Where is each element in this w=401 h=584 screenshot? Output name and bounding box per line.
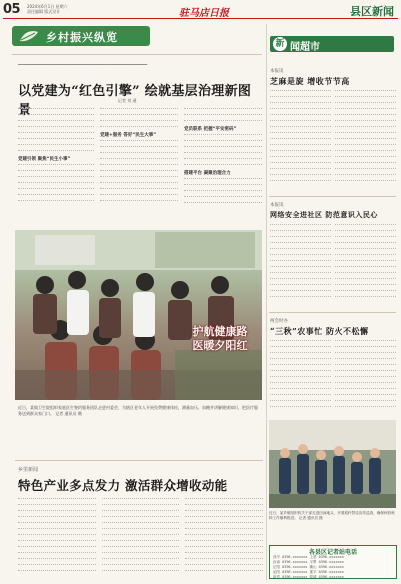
bottom-headline: 特色产业多点发力 激活群众增收动能 bbox=[18, 478, 228, 493]
leaf-icon bbox=[18, 29, 40, 43]
item1-kicker: 本报讯 bbox=[270, 69, 284, 74]
subheading: 党员联系 把握“平安密码” bbox=[184, 127, 237, 132]
item3-body bbox=[270, 340, 396, 416]
contact-line: 正阳 0396-xxxxxxx 确山 0396-xxxxxxx bbox=[273, 565, 344, 569]
crowd-illustration bbox=[15, 230, 262, 400]
subheading: 党建+服务 答好“民生大事” bbox=[100, 133, 157, 138]
section-title: 县区新闻 bbox=[350, 5, 394, 18]
page-number: 05 bbox=[3, 2, 21, 17]
photo-caption: 近日，某镇卫生院组织家庭医生签约服务团队走进村委会，为辖区老年人开展免费健康体检，测量血压、血糖并讲解健康知识，把医疗服务送到群众家门口。 记者 通讯员 摄 bbox=[18, 405, 258, 416]
right-photo-caption: 近日，某乡镇组织机关干部走进田间地头，开展秸秆禁烧宣传巡查，确保秋收秋种工作顺利推进。 记者 通讯员 摄 bbox=[269, 511, 395, 520]
banner-title: 闻超市 bbox=[290, 42, 320, 53]
item2-kicker: 本报讯 bbox=[270, 203, 284, 208]
subheading: 搭建平台 凝聚治理合力 bbox=[184, 171, 231, 176]
item1-headline: 芝麻是旋 增收节节高 bbox=[270, 76, 350, 86]
contact-line: 西平 0396-xxxxxxx 上蔡 0396-xxxxxxx bbox=[273, 555, 344, 559]
feature-byline: 记者 刘 通 bbox=[118, 98, 137, 103]
subheading: 党建引领 聚焦“民生小事” bbox=[18, 157, 71, 162]
right-photo bbox=[269, 420, 396, 508]
feature-banner bbox=[12, 26, 150, 46]
body-column-2 bbox=[100, 108, 178, 226]
page-header bbox=[3, 2, 398, 19]
contact-line: 新蔡 0396-xxxxxxx 驿城 0396-xxxxxxx bbox=[273, 575, 344, 579]
bottom-body bbox=[18, 498, 263, 578]
contact-box bbox=[269, 545, 397, 579]
body-column-1 bbox=[18, 108, 94, 226]
banner-badge: 新 bbox=[273, 37, 287, 51]
body-column-3 bbox=[184, 108, 262, 226]
contact-title: 各县区记者站电话 bbox=[308, 549, 357, 556]
feature-banner-label: 乡村振兴纵览 bbox=[46, 31, 118, 44]
bottom-kicker: 乡里新闻 bbox=[18, 467, 39, 473]
feature-lede: ▁▁▁▁▁▁▁▁▁▁▁▁▁▁▁▁▁▁▁▁▁▁▁▁▁▁▁▁▁▁▁▁▁▁▁▁▁▁▁▁▁▁ bbox=[18, 60, 148, 65]
contact-line: 汝南 0396-xxxxxxx 平舆 0396-xxxxxxx bbox=[273, 560, 344, 564]
feature-headline: 以党建为“红色引擎” 绘就基层治理新图景 bbox=[18, 84, 252, 118]
masthead: 驻马店日报 bbox=[179, 8, 229, 19]
item2-headline: 网络安全进社区 防范意识入民心 bbox=[270, 210, 378, 219]
item3-kicker: 两会时办 bbox=[270, 319, 288, 324]
photo-title: 护航健康路 医暖夕阳红 bbox=[192, 325, 248, 352]
feature-photo bbox=[15, 230, 262, 400]
news-market-banner bbox=[270, 36, 394, 52]
contact-line: 泌阳 0396-xxxxxxx 遂平 0396-xxxxxxx bbox=[273, 570, 344, 574]
item3-headline: “三秋”农事忙 防火不松懈 bbox=[270, 326, 369, 336]
date-line: 2024年6月1日 星期六 责任编辑 版式设计 bbox=[27, 4, 68, 14]
item1-body bbox=[270, 90, 396, 190]
field-inspection-illustration bbox=[269, 420, 396, 508]
item2-body bbox=[270, 224, 396, 308]
